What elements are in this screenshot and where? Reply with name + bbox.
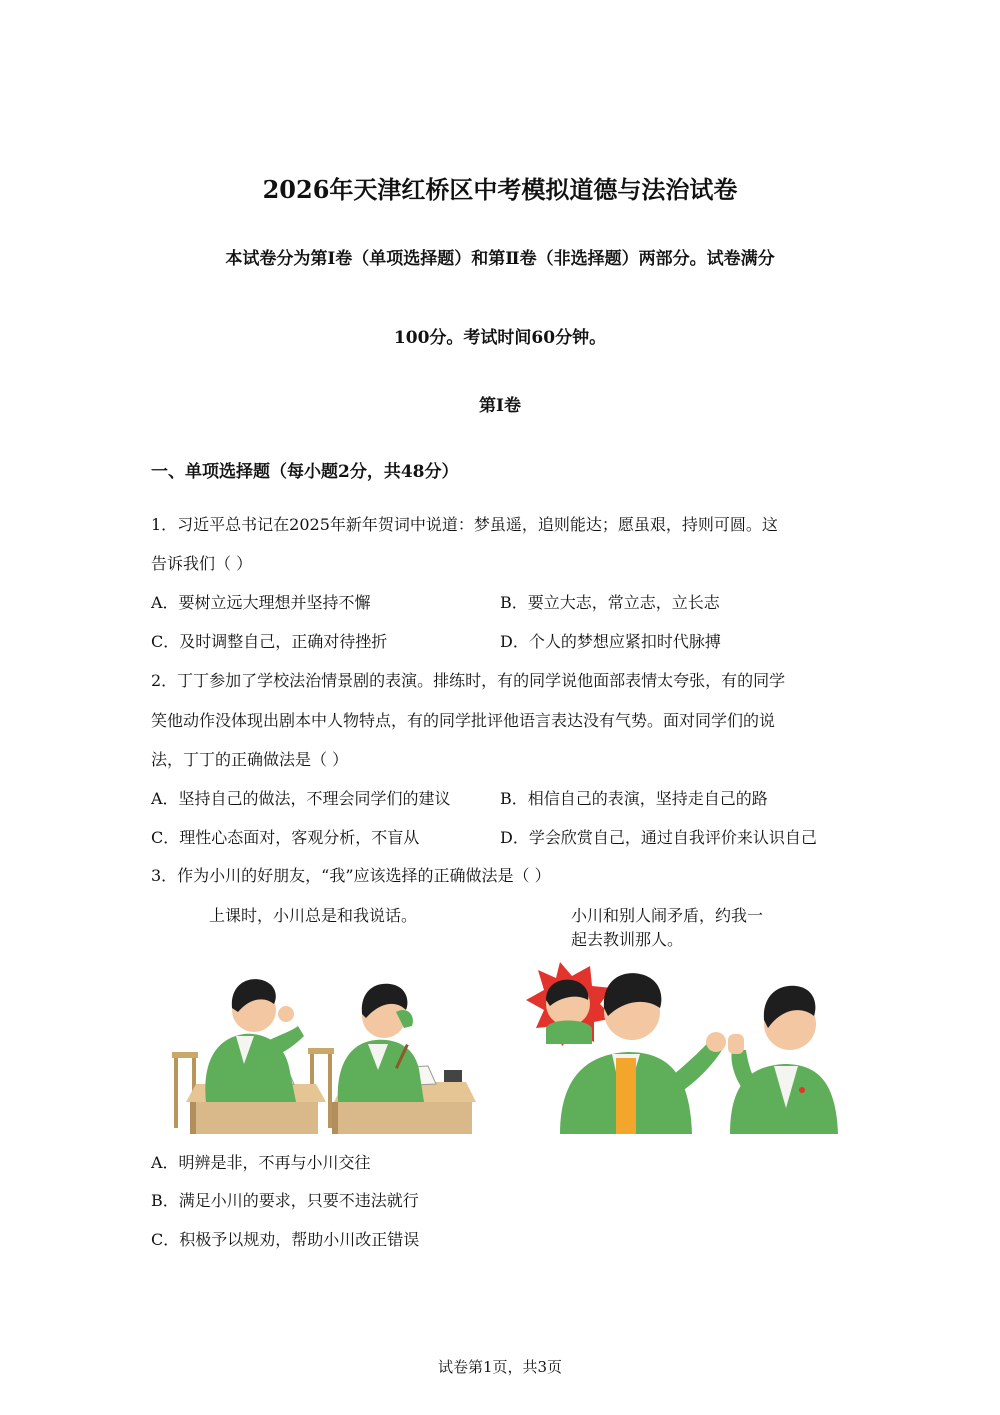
q1-option-d: D．个人的梦想应紧扣时代脉搏 <box>500 632 721 651</box>
intro-line-2: 100分。考试时间60分钟。 <box>393 328 607 348</box>
q2-option-a: A．坚持自己的做法，不理会同学们的建议 <box>151 789 451 808</box>
classroom-talking-illustration <box>166 952 480 1134</box>
q3-stem: 3．作为小川的好朋友，“我”应该选择的正确做法是（ ） <box>151 866 551 885</box>
q3-option-b: B．满足小川的要求，只要不违法就行 <box>151 1191 419 1210</box>
q3-option-c: C．积极予以规劝，帮助小川改正错误 <box>151 1230 420 1249</box>
q2-stem-line-3: 法，丁丁的正确做法是（ ） <box>151 750 349 769</box>
page-footer: 试卷第1页，共3页 <box>437 1358 563 1376</box>
q1-stem-line-1: 1．习近平总书记在2025年新年贺词中说道：梦虽遥，追则能达；愿虽艰，持则可圆。这 <box>151 515 778 534</box>
conflict-refusal-illustration <box>520 958 844 1134</box>
q3-option-a: A．明辨是非，不再与小川交往 <box>151 1153 371 1172</box>
exam-title: 2026年天津红桥区中考模拟道德与法治试卷 <box>262 175 738 204</box>
volume-heading: 第Ⅰ卷 <box>479 396 521 416</box>
q2-option-b: B．相信自己的表演，坚持走自己的路 <box>500 789 768 808</box>
q1-option-c: C．及时调整自己，正确对待挫折 <box>151 632 388 651</box>
q2-stem-line-1: 2．丁丁参加了学校法治情景剧的表演。排练时，有的同学说他面部表情太夸张，有的同学 <box>151 671 786 690</box>
q2-option-c: C．理性心态面对，客观分析，不盲从 <box>151 828 420 847</box>
intro-line-1: 本试卷分为第Ⅰ卷（单项选择题）和第Ⅱ卷（非选择题）两部分。试卷满分 <box>225 249 775 269</box>
q1-option-a: A．要树立远大理想并坚持不懈 <box>151 593 371 612</box>
q1-option-b: B．要立大志，常立志，立长志 <box>500 593 720 612</box>
q2-stem-line-2: 笑他动作没体现出剧本中人物特点，有的同学批评他语言表达没有气势。面对同学们的说 <box>151 711 776 730</box>
q3-caption-right-line-2: 起去教训那人。 <box>571 930 684 949</box>
q2-option-d: D．学会欣赏自己，通过自我评价来认识自己 <box>500 828 817 847</box>
q3-caption-right-line-1: 小川和别人闹矛盾，约我一 <box>571 906 764 925</box>
section-heading: 一、单项选择题（每小题2分，共48分） <box>151 462 459 482</box>
q3-caption-left: 上课时，小川总是和我说话。 <box>209 906 418 925</box>
q1-stem-line-2: 告诉我们（ ） <box>151 554 253 573</box>
